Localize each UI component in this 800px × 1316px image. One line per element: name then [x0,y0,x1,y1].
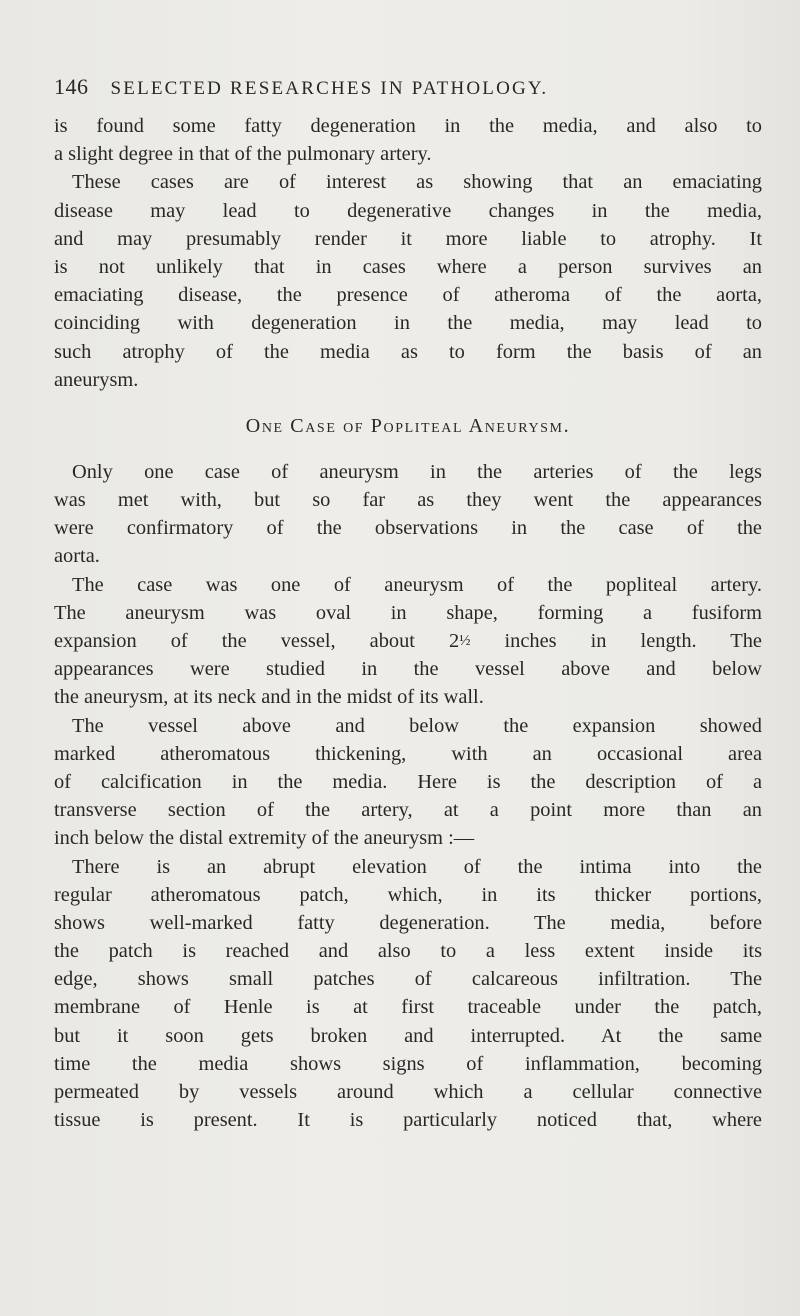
text-line: a slight degree in that of the pulmonary artery. [54,143,432,166]
text-line: transverse section of the artery, at a point more than an [54,799,762,822]
text-line: permeated by vessels around which a cellular connective [54,1081,762,1103]
body-text [54,112,762,1134]
fraction-half: ½ [459,633,471,649]
text-line: appearances were studied in the vessel above and below [54,658,762,681]
text-line: shows well-marked fatty degeneration. The media, before [54,911,762,934]
section-heading: One Case of Popliteal Aneurysm. [245,414,571,437]
text-line: aorta. [54,545,100,568]
page-number: 146 [54,74,89,99]
text-line: was met with, but so far as they went the appearances [54,489,762,512]
text-line: There is an abrupt elevation of the intima into the [72,855,762,878]
text-line: membrane of Henle is at first traceable under the patch, [54,996,762,1019]
text-line: edge, shows small patches of calcareous infiltration. The [54,968,762,991]
text-line: tissue is present. It is particularly noticed that, where [54,1109,762,1132]
text-line: is not unlikely that in cases where a person survives an [54,255,762,278]
text-line: disease may lead to degenerative changes in the media, [54,199,762,222]
text-line: is found some fatty degeneration in the media, and also to [54,115,762,137]
text-line: regular atheromatous patch, which, in its thicker portions, [54,883,762,906]
text-line: Only one case of aneurysm in the arteries of the legs [72,460,762,483]
text-line: such atrophy of the media as to form the basis of an [54,340,762,363]
text-line: of calcification in the media. Here is the description of a [54,770,762,793]
text-line: but it soon gets broken and interrupted. At the same [54,1024,762,1047]
text-line: marked atheromatous thickening, with an occasional area [54,742,762,765]
text-line: emaciating disease, the presence of atheroma of the aorta, [54,284,762,307]
running-head [54,74,774,106]
text-line: inch below the distal extremity of the aneurysm :— [54,827,475,850]
text-line: These cases are of interest as showing that an emaciating [72,171,762,194]
running-title: SELECTED RESEARCHES IN PATHOLOGY. [110,78,549,99]
text-line-with-fraction [54,627,762,655]
text-line: the aneurysm, at its neck and in the midst of its wall. [54,686,484,709]
text-line: coinciding with degeneration in the media, may lead to [54,312,762,335]
text-line: The aneurysm was oval in shape, forming a fusiform [54,601,762,624]
text-line: The vessel above and below the expansion showed [72,714,762,737]
line-segment: expansion of the vessel, about 2 [54,630,460,652]
line-segment: inches in length. The [470,630,762,652]
text-line: the patch is reached and also to a less extent inside its [54,940,762,963]
text-line: were confirmatory of the observations in the case of the [54,517,762,540]
text-line: aneurysm. [54,368,139,391]
text-line: and may presumably render it more liable to atrophy. It [54,227,762,250]
text-line: time the media shows signs of inflammation, becoming [54,1052,762,1075]
text-line: The case was one of aneurysm of the popliteal artery. [72,573,762,596]
